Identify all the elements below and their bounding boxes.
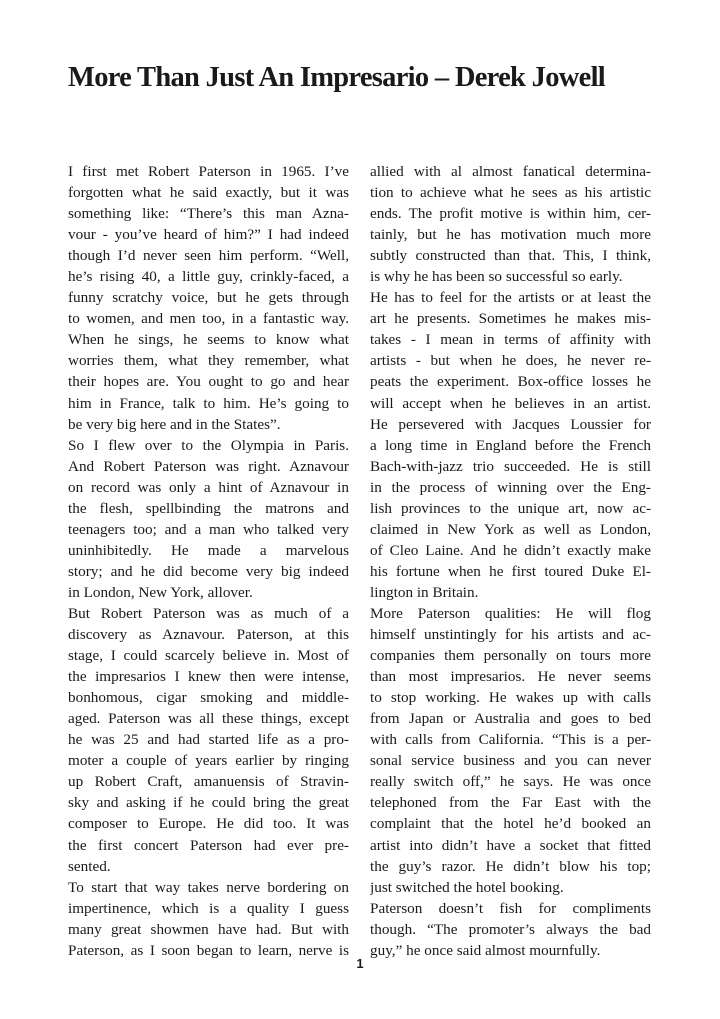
text-line: the guy’s razor. He didn’t blow his top; (370, 857, 651, 875)
page-number: 1 (356, 956, 364, 971)
text-line: with calls from California. “This is a per- (370, 731, 651, 749)
text-line: himself unstintingly for his artists and ac- (370, 626, 651, 644)
text-line: to stop working. He wakes up with calls (370, 689, 651, 707)
text-line: discovery as Aznavour. Paterson, at this (68, 626, 349, 644)
text-line: to women, and men too, in a fantastic way. (68, 310, 349, 328)
text-line: He has to feel for the artists or at least the (370, 289, 651, 307)
text-line: More Paterson qualities: He will flog (370, 604, 651, 622)
text-line: though. “The promoter’s always the bad (370, 920, 651, 938)
text-line: claimed in New York as well as London, (370, 520, 651, 538)
text-line: And Robert Paterson was right. Aznavour (68, 457, 349, 475)
text-line: story; and he did become very big indeed (68, 562, 349, 580)
text-line: tion to achieve what he sees as his artistic (370, 184, 651, 202)
text-line: than most impresarios. He never seems (370, 668, 651, 686)
text-line: complaint that the hotel he’d booked an (370, 815, 651, 833)
text-line: forgotten what he said exactly, but it was (68, 184, 349, 202)
text-line: though I’d never seen him perform. “Well, (68, 247, 349, 265)
text-line: bonhomous, cigar smoking and middle- (68, 689, 349, 707)
text-line: be very big here and in the States”. (68, 415, 281, 433)
text-line: When he sings, he seems to know what (68, 331, 349, 349)
text-line: I first met Robert Paterson in 1965. I’ve (68, 163, 349, 180)
text-line: impertinence, which is a quality I guess (68, 899, 349, 917)
text-line: lish provinces to the unique art, now ac- (370, 499, 651, 517)
text-line: uninhibitedly. He made a marvelous (68, 541, 349, 559)
text-line: him in France, talk to him. He’s going to (68, 394, 349, 412)
text-line: art he presents. Sometimes he makes mis- (370, 310, 651, 328)
text-line: aged. Paterson was all these things, except (68, 710, 349, 728)
text-line: To start that way takes nerve bordering on (68, 878, 349, 896)
text-line: of Cleo Laine. And he didn’t exactly make (370, 541, 651, 559)
text-line: lington in Britain. (370, 583, 479, 601)
text-line: peats the experiment. Box-office losses he (370, 373, 651, 391)
text-line: moter a couple of years earlier by ringing (68, 752, 349, 770)
text-line: is why he has been so successful so early. (370, 268, 623, 286)
text-line: tainly, but he has motivation much more (370, 226, 651, 244)
text-line: in London, New York, allover. (68, 583, 253, 601)
text-line: their hopes are. You ought to go and hear (68, 373, 349, 391)
text-line: subtly constructed than that. This, I think, (370, 247, 651, 265)
text-line: composer to Europe. He did too. It was (68, 815, 349, 833)
text-line: artist into didn’t have a socket that fitted (370, 836, 651, 854)
text-line: the flesh, spellbinding the matrons and (68, 499, 349, 517)
text-line: Paterson doesn’t fish for compliments (370, 899, 651, 917)
text-line: the impresarios I knew then were intense, (68, 668, 349, 686)
text-line: he was 25 and had started life as a pro- (68, 731, 349, 749)
text-line: in the process of winning over the Eng- (370, 478, 651, 496)
text-line: companies them personally on tours more (370, 647, 651, 665)
text-line: Paterson, as I soon began to learn, nerve is (68, 941, 349, 959)
article-title: More Than Just An Impresario – Derek Jowell (68, 62, 606, 93)
text-line: up Robert Craft, amanuensis of Stravin- (68, 773, 349, 791)
text-line: stage, I could scarcely believe in. Most of (68, 647, 349, 665)
text-line: his fortune when he first toured Duke El- (370, 562, 651, 580)
text-line: sented. (68, 857, 111, 875)
text-line: sonal service business and you can never (370, 752, 651, 770)
text-line: But Robert Paterson was as much of a (68, 604, 349, 622)
text-line: the first concert Paterson had ever pre- (68, 836, 349, 854)
text-line: allied with al almost fanatical determina- (370, 163, 651, 180)
text-line: from Japan or Australia and goes to bed (370, 710, 651, 728)
text-line: guy,” he once said almost mournfully. (370, 941, 601, 959)
left-column (68, 161, 349, 961)
text-line: ends. The profit motive is within him, cer- (370, 205, 651, 223)
text-line: something like: “There’s this man Azna- (68, 205, 349, 223)
text-line: So I flew over to the Olympia in Paris. (68, 436, 349, 454)
text-line: worries them, what they remember, what (68, 352, 349, 370)
text-line: many great showmen have had. But with (68, 920, 349, 938)
text-line: on record was only a hint of Aznavour in (68, 478, 349, 496)
text-line: he’s rising 40, a little guy, crinkly-faced, a (68, 268, 349, 286)
text-line: just switched the hotel booking. (370, 878, 564, 896)
text-line: artists - but when he does, he never re- (370, 352, 651, 370)
text-line: will accept when he believes in an artist. (370, 394, 651, 412)
right-column (370, 161, 651, 961)
text-line: sky and asking if he could bring the great (68, 794, 349, 812)
text-line: really switch off,” he says. He was once (370, 773, 651, 791)
text-line: Bach-with-jazz trio succeeded. He is still (370, 457, 651, 475)
text-line: a long time in England before the French (370, 436, 651, 454)
text-line: teenagers too; and a man who talked very (68, 520, 349, 538)
text-line: funny scratchy voice, but he gets through (68, 289, 349, 307)
text-line: takes - I mean in terms of affinity with (370, 331, 651, 349)
text-line: telephoned from the Far East with the (370, 794, 651, 812)
text-line: He persevered with Jacques Loussier for (370, 415, 651, 433)
text-line: vour - you’ve heard of him?” I had indeed (68, 226, 349, 244)
